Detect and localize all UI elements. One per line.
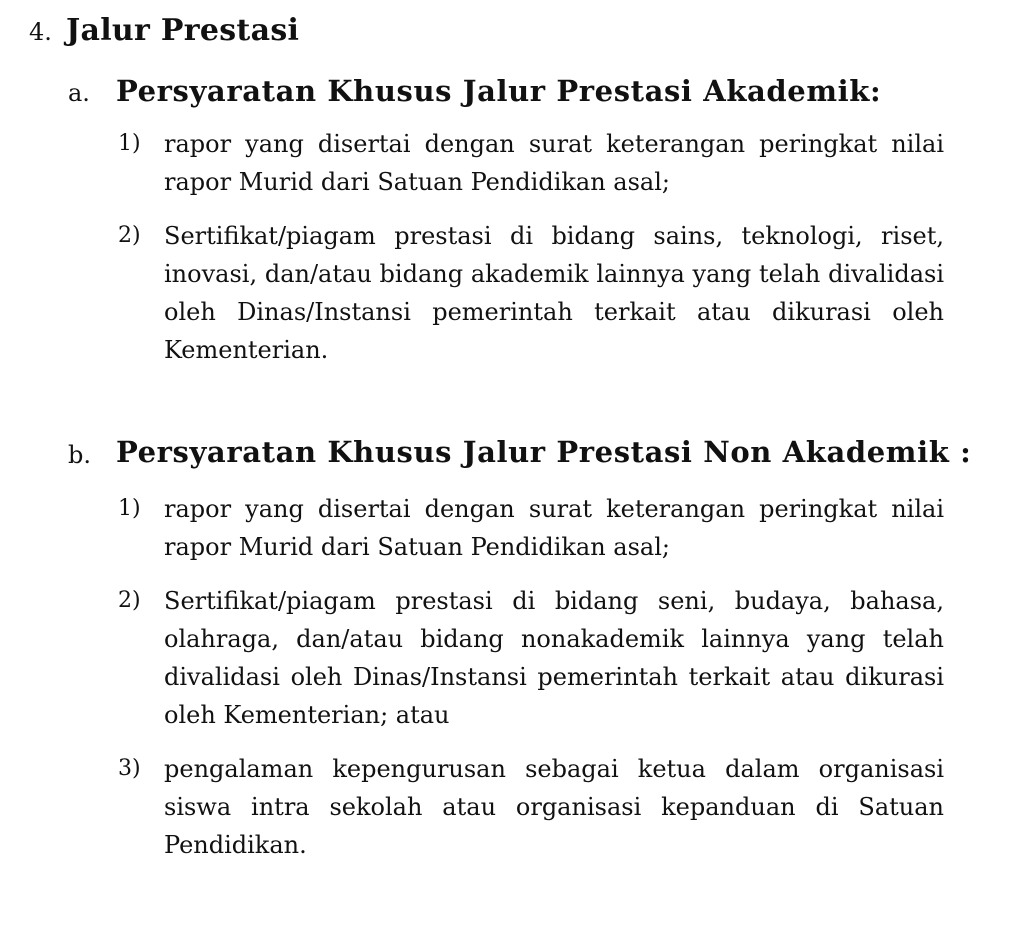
subsection-letter-b: b. xyxy=(68,441,91,469)
list-item-number: 2) xyxy=(118,223,141,248)
subsection-title-a: Persyaratan Khusus Jalur Prestasi Akademik: xyxy=(116,74,882,108)
list-item-text: Sertifikat/piagam prestasi di bidang sains, teknologi, riset, inovasi, dan/atau bidang akademik lainnya yang telah divalidasi oleh Dinas/Instansi pemerintah terkait atau dikurasi oleh Kementerian. xyxy=(164,222,944,364)
list-item-number: 1) xyxy=(118,496,141,521)
list-item-text: pengalaman kepengurusan sebagai ketua dalam organisasi siswa intra sekolah atau organisasi kepanduan di Satuan Pendidikan. xyxy=(164,755,944,859)
list-item-number: 2) xyxy=(118,588,141,613)
section-number: 4. xyxy=(29,18,52,46)
subsection-title-b: Persyaratan Khusus Jalur Prestasi Non Akademik : xyxy=(116,435,972,469)
list-item-number: 1) xyxy=(118,131,141,156)
section-title: Jalur Prestasi xyxy=(66,13,300,48)
list-item-text: rapor yang disertai dengan surat keterangan peringkat nilai rapor Murid dari Satuan Pendidikan asal; xyxy=(164,495,944,561)
list-item-number: 3) xyxy=(118,756,141,781)
list-item-text: rapor yang disertai dengan surat keterangan peringkat nilai rapor Murid dari Satuan Pendidikan asal; xyxy=(164,130,944,196)
list-item-text: Sertifikat/piagam prestasi di bidang seni, budaya, bahasa, olahraga, dan/atau bidang nonakademik lainnya yang telah divalidasi oleh Dinas/Instansi pemerintah terkait atau dikurasi oleh Kementerian; atau xyxy=(164,587,944,729)
subsection-letter-a: a. xyxy=(68,79,90,107)
